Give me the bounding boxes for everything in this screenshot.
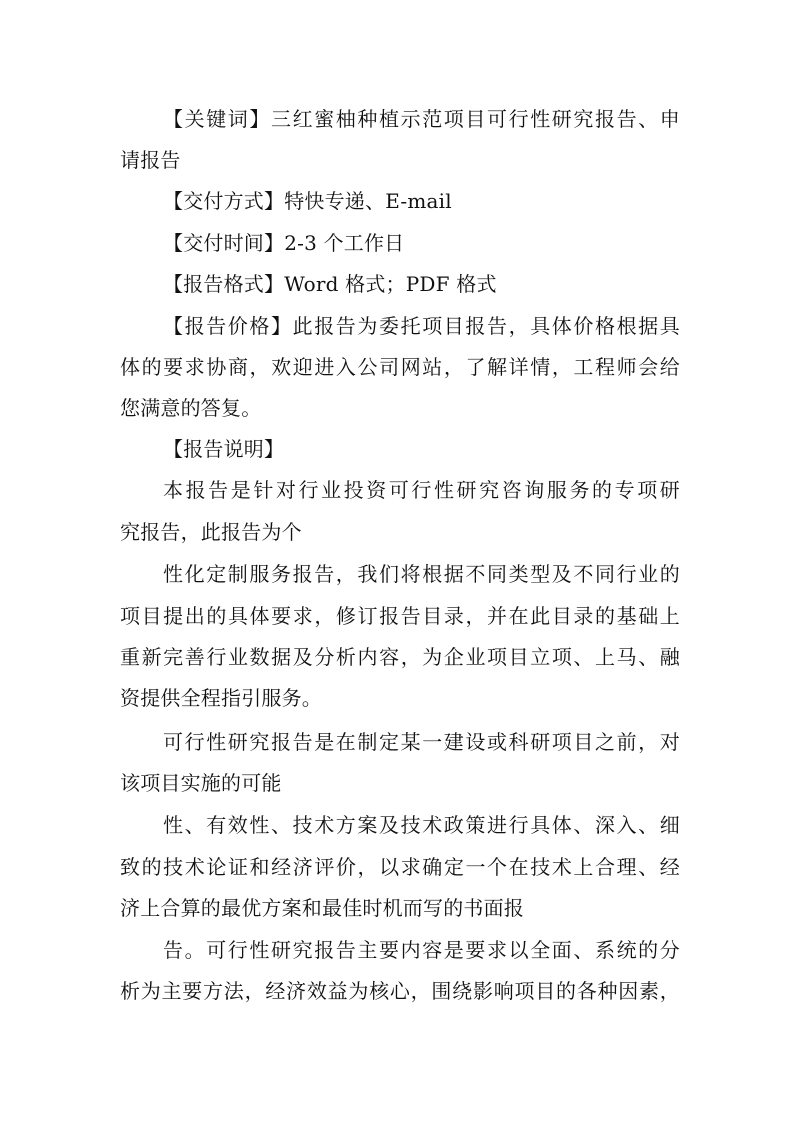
- paragraph-3-line-2: 该项目实施的可能: [120, 771, 282, 795]
- delivery-time: 【交付时间】2-3 个工作日: [163, 231, 405, 255]
- paragraph-2-line-2: 项目提出的具体要求，修订报告目录，并在此目录的基础上: [120, 604, 680, 628]
- paragraph-3-line-1: 可行性研究报告是在制定某一建设或科研项目之前，对: [163, 730, 680, 754]
- paragraph-4-line-3: 济上合算的最优方案和最佳时机而写的书面报: [120, 896, 524, 920]
- paragraph-1-line-1: 本报告是针对行业投资可行性研究咨询服务的专项研: [163, 478, 680, 502]
- price-line-2: 体的要求协商，欢迎进入公司网站，了解详情，工程师会给: [120, 355, 680, 379]
- paragraph-2-line-4: 资提供全程指引服务。: [120, 686, 322, 710]
- price-line-3: 您满意的答复。: [120, 396, 262, 420]
- keywords-line-1: 【关键词】三红蜜柚种植示范项目可行性研究报告、申: [163, 107, 680, 131]
- paragraph-4-line-2: 致的技术论证和经济评价，以求确定一个在技术上合理、经: [120, 855, 680, 879]
- delivery-method: 【交付方式】特快专递、E-mail: [163, 189, 452, 213]
- report-format: 【报告格式】Word 格式；PDF 格式: [163, 272, 497, 296]
- paragraph-1-line-2: 究报告，此报告为个: [120, 520, 302, 544]
- keywords-line-2: 请报告: [120, 148, 181, 172]
- paragraph-2-line-1: 性化定制服务报告，我们将根据不同类型及不同行业的: [163, 562, 680, 586]
- paragraph-5-line-1: 告。可行性研究报告主要内容是要求以全面、系统的分: [163, 938, 680, 962]
- paragraph-5-line-2: 析为主要方法，经济效益为核心，围绕影响项目的各种因素，: [120, 979, 680, 1003]
- paragraph-2-line-3: 重新完善行业数据及分析内容，为企业项目立项、上马、融: [120, 645, 680, 669]
- price-line-1: 【报告价格】此报告为委托项目报告，具体价格根据具: [163, 314, 680, 338]
- report-description-heading: 【报告说明】: [163, 437, 285, 461]
- paragraph-4-line-1: 性、有效性、技术方案及技术政策进行具体、深入、细: [163, 813, 680, 837]
